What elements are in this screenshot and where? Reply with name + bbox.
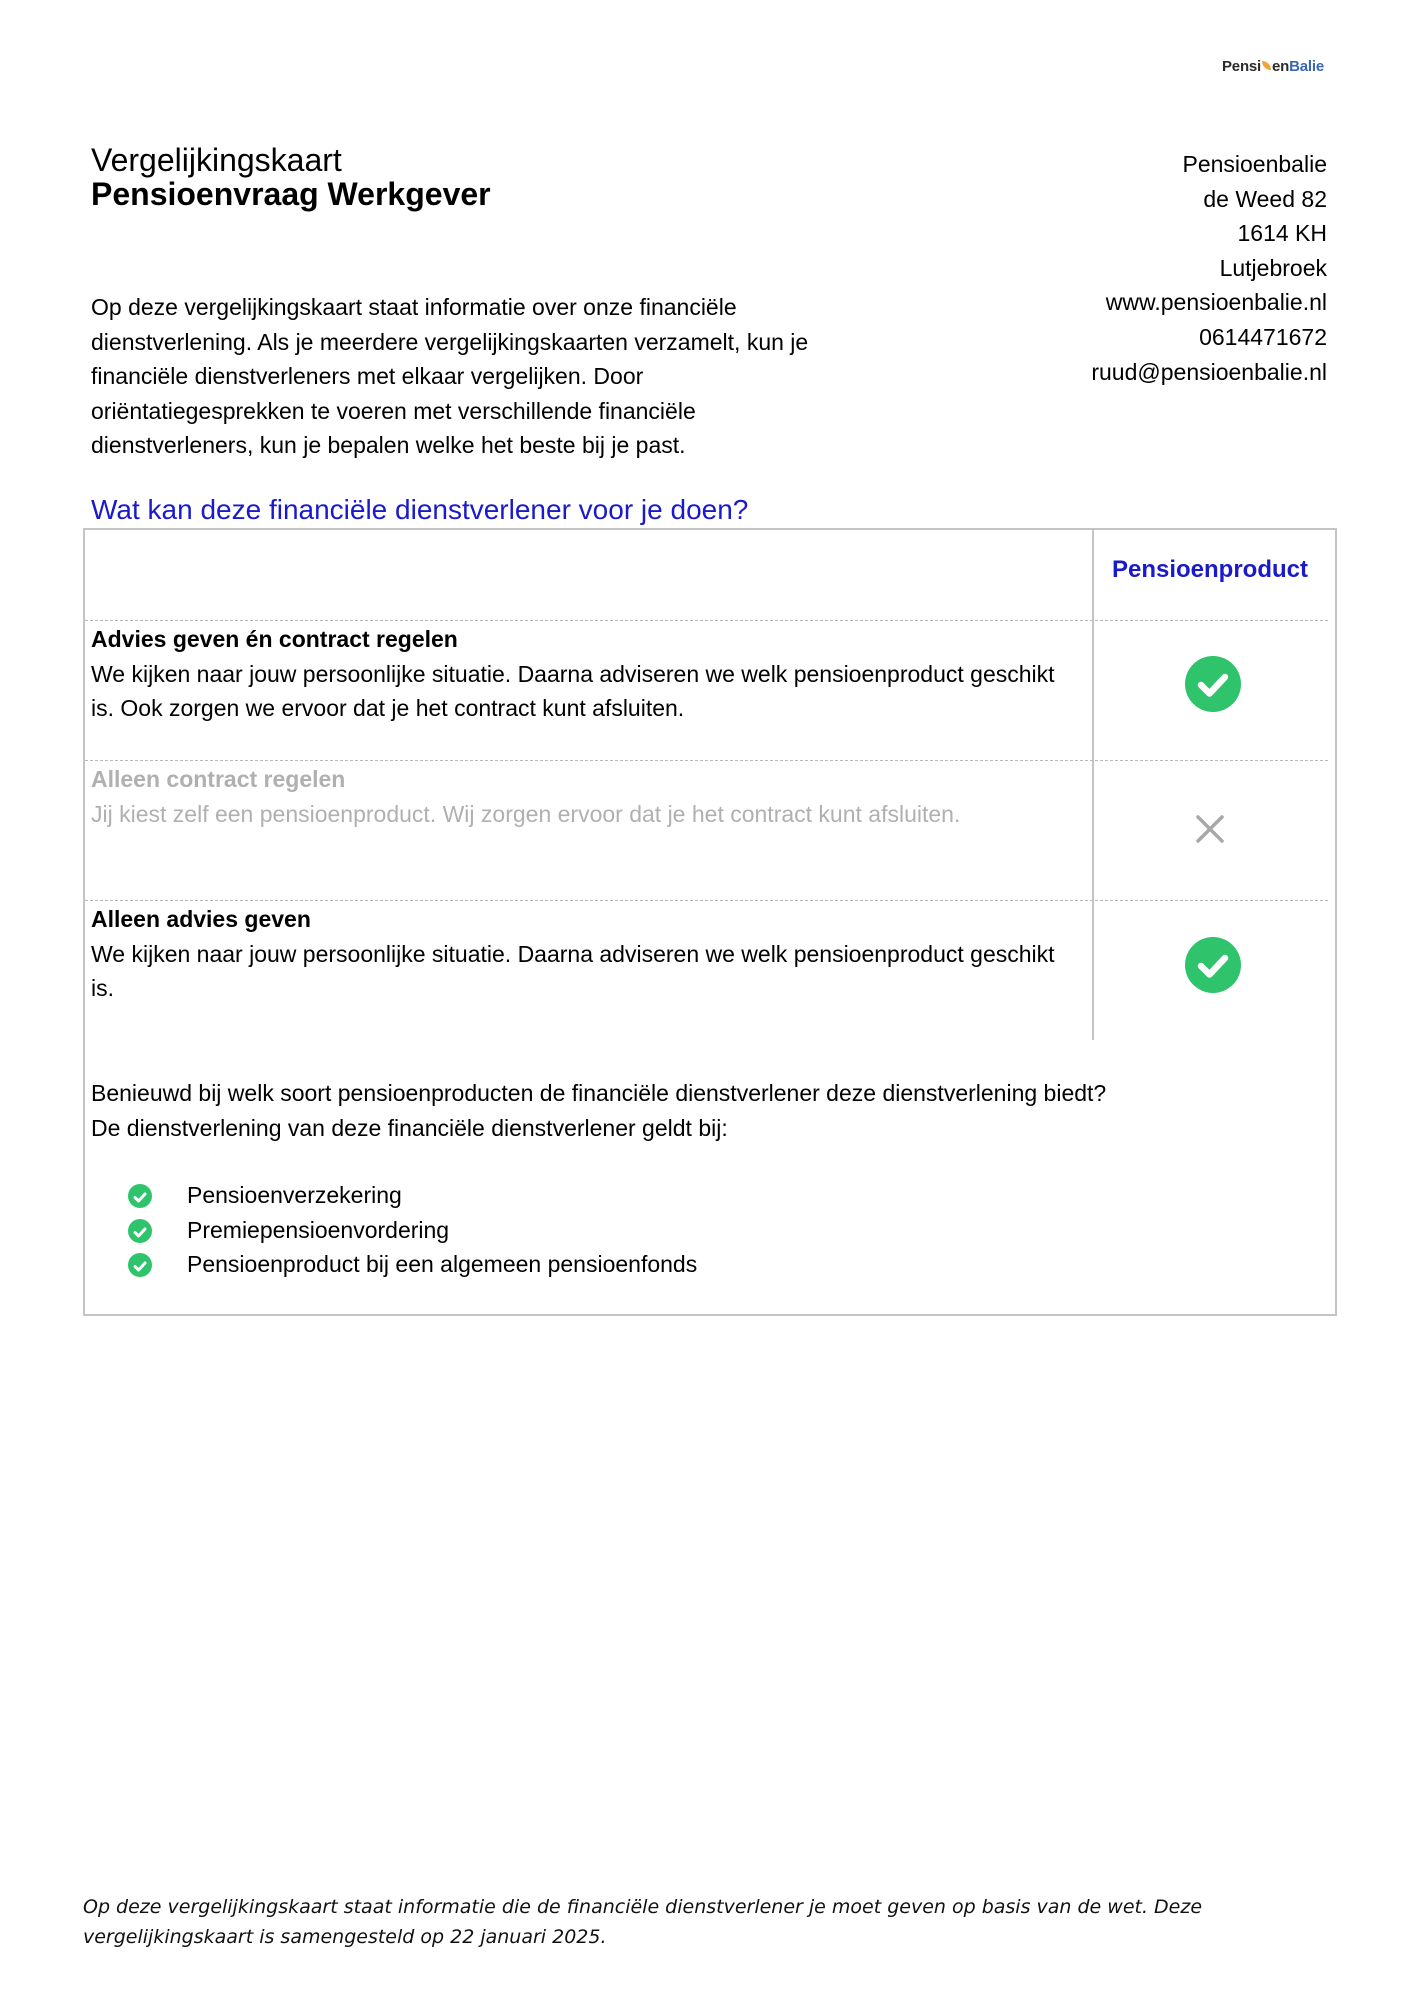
products-explanation xyxy=(91,1076,1321,1145)
product-list xyxy=(128,1178,697,1282)
footer-end: . xyxy=(600,1926,607,1948)
document-subtitle: Pensioenvraag Werkgever xyxy=(91,176,491,212)
service-row xyxy=(91,902,1081,1006)
pensioenbalie-logo xyxy=(1222,58,1324,75)
leaf-icon xyxy=(1262,61,1271,70)
website-link[interactable]: www.pensioenbalie.nl xyxy=(1105,289,1327,316)
section-heading: Wat kan deze financiële dienstverlener voor je doen? xyxy=(91,494,749,525)
service-row xyxy=(91,622,1081,726)
product-name: Pensioenproduct bij een algemeen pensioenfonds xyxy=(187,1251,698,1278)
service-title: Alleen advies geven xyxy=(91,906,311,932)
logo-text-part2: en xyxy=(1272,58,1290,75)
list-item xyxy=(128,1247,697,1282)
small-check-circle-icon xyxy=(128,1219,152,1243)
cross-icon xyxy=(1193,812,1227,846)
service-description: We kijken naar jouw persoonlijke situatie. Daarna adviseren we welk pensioenproduct geschikt is. Ook zorgen we ervoor dat je het contract kunt afsluiten. xyxy=(91,660,1055,722)
footer-note xyxy=(83,1892,1283,1952)
street-address: de Weed 82 xyxy=(1203,185,1327,212)
list-item xyxy=(128,1178,697,1213)
intro-paragraph: Op deze vergelijkingskaart staat informatie over onze financiële dienstverlening. Als je meerdere vergelijkingskaarten verzamelt, kun je financiële dienstverleners met elkaar vergelijken. Door oriëntatiegesprekken te voeren met verschillende financiële dienstverleners, kun je bepalen welke het beste bij je past. xyxy=(91,294,809,459)
row-divider xyxy=(85,760,1328,761)
postcode: 1614 KH xyxy=(1237,220,1327,247)
city: Lutjebroek xyxy=(1219,254,1327,281)
email-link[interactable]: ruud@pensioenbalie.nl xyxy=(1091,358,1327,385)
small-check-circle-icon xyxy=(128,1184,152,1208)
footer-text: Op deze vergelijkingskaart staat informatie die de financiële dienstverlener je moet geven op basis van de wet. Deze vergelijkingskaart is samengesteld op xyxy=(83,1896,1203,1948)
column-header-pensioenproduct: Pensioenproduct xyxy=(1111,556,1309,583)
logo-text-part3: Balie xyxy=(1289,58,1324,75)
service-title: Advies geven én contract regelen xyxy=(91,626,458,652)
compiled-date: 22 januari 2025 xyxy=(450,1926,601,1948)
logo-text-part1: Pensi xyxy=(1222,58,1262,75)
product-name: Pensioenverzekering xyxy=(187,1182,402,1208)
list-item xyxy=(128,1213,697,1248)
check-circle-icon xyxy=(1185,937,1241,993)
company-name: Pensioenbalie xyxy=(1182,151,1327,177)
service-title: Alleen contract regelen xyxy=(91,766,346,792)
product-name: Premiepensioenvordering xyxy=(187,1216,450,1243)
service-description: We kijken naar jouw persoonlijke situatie. Daarna adviseren we welk pensioenproduct geschikt is. xyxy=(91,940,1055,1002)
row-divider xyxy=(85,620,1328,621)
small-check-circle-icon xyxy=(128,1253,152,1277)
document-title: Vergelijkingskaart xyxy=(91,142,342,178)
phone-number: 0614471672 xyxy=(1199,323,1327,350)
table-column-divider xyxy=(1092,528,1094,1040)
check-circle-icon xyxy=(1185,656,1241,712)
products-question: Benieuwd bij welk soort pensioenproducten de financiële dienstverlener deze dienstverlening biedt? xyxy=(91,1080,1107,1106)
address-block xyxy=(1091,147,1327,389)
service-row xyxy=(91,762,1081,831)
service-description: Jij kiest zelf een pensioenproduct. Wij zorgen ervoor dat je het contract kunt afsluiten. xyxy=(91,800,961,827)
products-statement: De dienstverlening van deze financiële dienstverlener geldt bij: xyxy=(91,1114,728,1141)
row-divider xyxy=(85,900,1328,901)
